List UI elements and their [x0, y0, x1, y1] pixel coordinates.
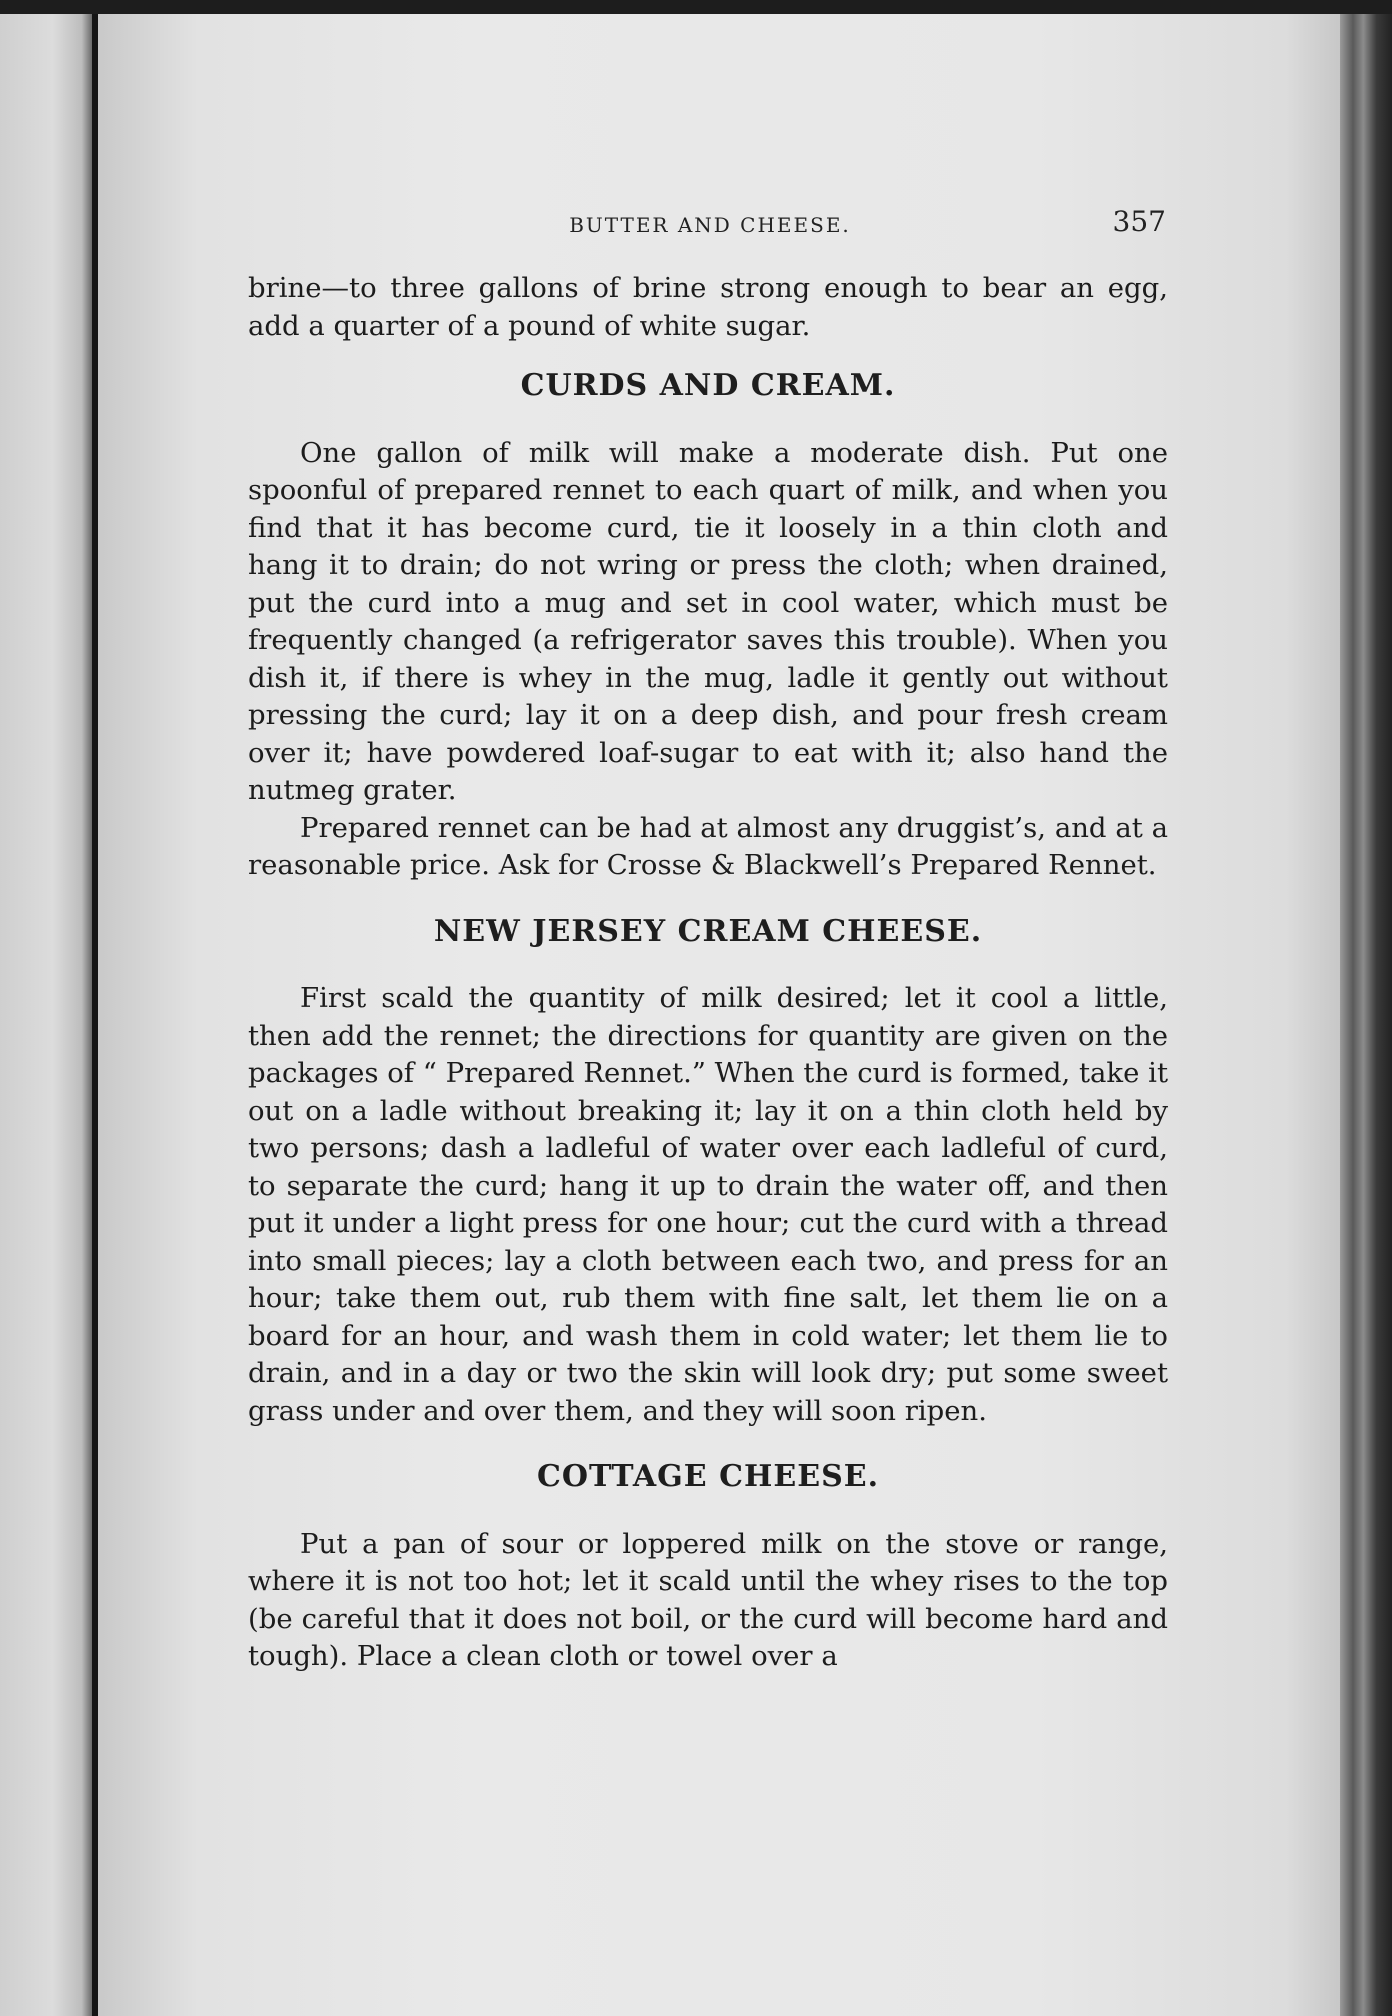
- running-head-title: BUTTER AND CHEESE.: [569, 213, 851, 237]
- jersey-paragraph-1: First scald the quantity of milk desired; let it cool a little, then add the rennet; the directions for quantity are given on the packages of “ Prepared Rennet.” When the curd is formed, take it out on a ladle without breaking it; lay it on a thin cloth held by two persons; dash a ladleful of water over each ladleful of curd, to separate the curd; hang it up to drain the water off, and then put it under a light press for one hour; cut the curd with a thread into small pieces; lay a cloth between each two, and press for an hour; take them out, rub them with fine salt, let them lie on a board for an hour, and wash them in cold water; let them lie to drain, and in a day or two the skin will look dry; put some sweet grass under and over them, and they will soon ripen.: [248, 982, 1168, 1427]
- facing-page-edge: [0, 14, 96, 2016]
- page-number: 357: [1112, 205, 1166, 238]
- page-body: [248, 270, 1168, 1676]
- continued-paragraph: brine—to three gallons of brine strong enough to bear an egg, add a quarter of a pound of white sugar.: [248, 272, 1168, 342]
- section-heading-cottage-cheese: COTTAGE CHEESE.: [536, 1459, 880, 1494]
- curds-paragraph-2: Prepared rennet can be had at almost any druggist’s, and at a reasonable price. Ask for Crosse & Blackwell’s Prepared Rennet.: [248, 811, 1168, 881]
- running-head: [250, 205, 1170, 245]
- curds-paragraph-1: One gallon of milk will make a moderate dish. Put one spoonful of prepared rennet to each quart of milk, and when you find that it has become curd, tie it loosely in a thin cloth and hang it to drain; do not wring or press the cloth; when drained, put the curd into a mug and set in cool water, which must be frequently changed (a refrigerator saves this trouble). When you dish it, if there is whey in the mug, ladle it gently out without pressing the curd; lay it on a deep dish, and pour fresh cream over it; have powdered loaf-sugar to eat with it; also hand the nutmeg grater.: [248, 436, 1168, 806]
- page-stack-edge: [1340, 14, 1392, 2016]
- section-heading-new-jersey-cream-cheese: NEW JERSEY CREAM CHEESE.: [433, 913, 983, 949]
- section-heading-curds-and-cream: CURDS AND CREAM.: [520, 368, 896, 403]
- cottage-paragraph-1: Put a pan of sour or loppered milk on the stove or range, where it is not too hot; let it scald until the whey rises to the top (be careful that it does not boil, or the curd will become hard and tough). Place a clean cloth or towel over a: [248, 1527, 1168, 1672]
